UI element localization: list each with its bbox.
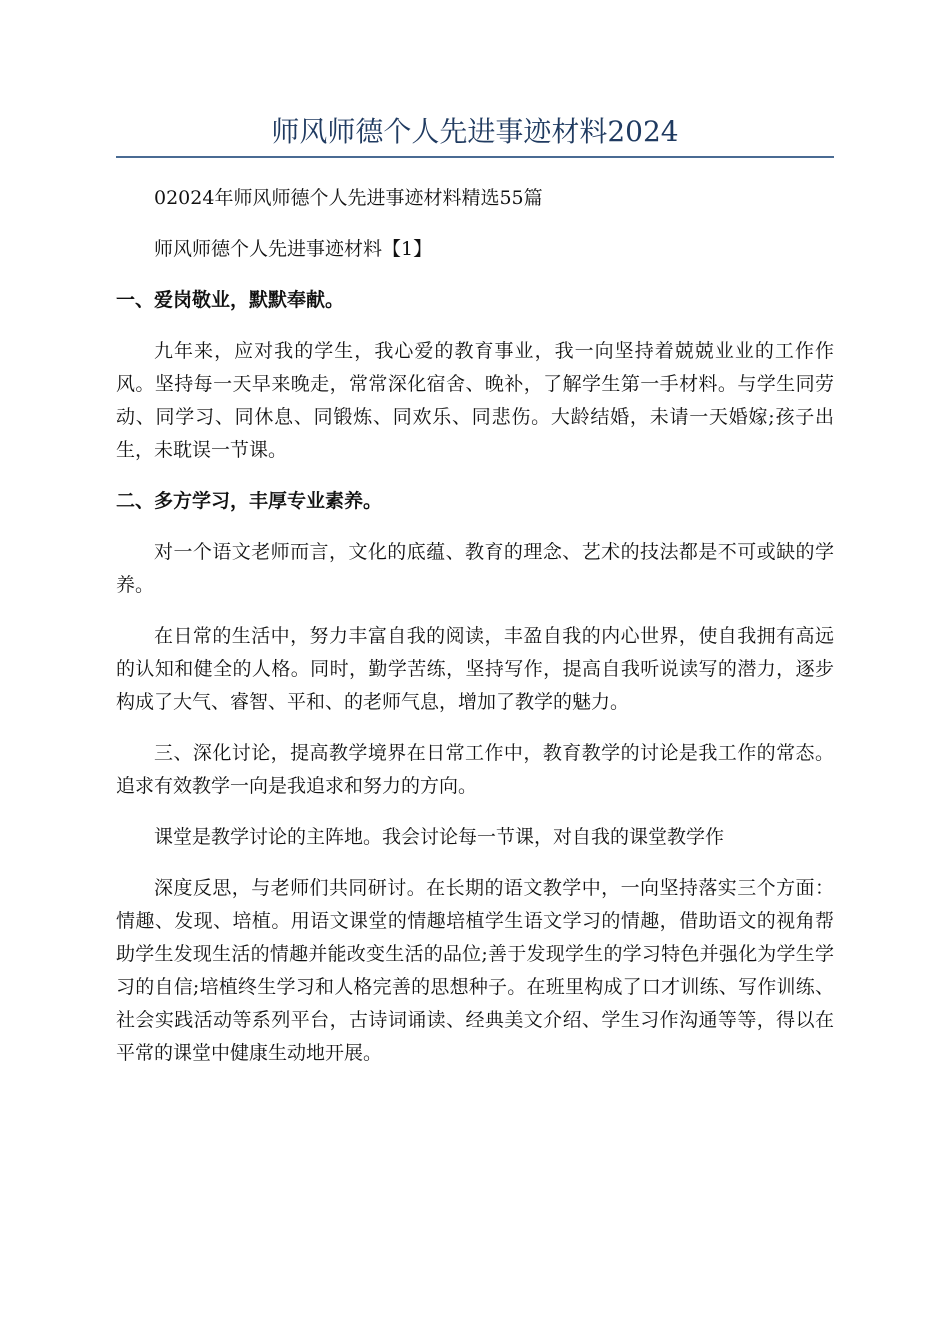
spacer <box>116 158 834 182</box>
paragraph-3: 在日常的生活中，努力丰富自我的阅读，丰盈自我的内心世界，使自我拥有高远的认知和健全的人格。同时，勤学苦练，坚持写作，提高自我听说读写的潜力，逐步构成了大气、睿智、平和、的老师气息，增加了教学的魅力。 <box>116 625 834 713</box>
spacer <box>116 467 834 485</box>
subtitle-line: 02024年师风师德个人先进事迹材料精选55篇 <box>154 187 543 209</box>
paragraph-5: 课堂是教学讨论的主阵地。我会讨论每一节课，对自我的课堂教学作 <box>154 826 725 848</box>
paragraph-6: 深度反思，与老师们共同研讨。在长期的语文教学中，一向坚持落实三个方面：情趣、发现、培植。用语文课堂的情趣培植学生语文学习的情趣，借助语文的视角帮助学生发现生活的情趣并能改变生活的品位;善于发现学生的学习特色并强化为学生学习的自信;培植终生学习和人格完善的思想种子。在班里构成了口才训练、写作训练、社会实践活动等系列平台，古诗词诵读、经典美文介绍、学生习作沟通等等，得以在平常的课堂中健康生动地开展。 <box>116 877 834 1064</box>
paragraph-4: 三、深化讨论，提高教学境界在日常工作中，教育教学的讨论是我工作的常态。追求有效教学一向是我追求和努力的方向。 <box>116 742 834 797</box>
spacer <box>116 719 834 737</box>
spacer <box>116 215 834 233</box>
document-title: 师风师德个人先进事迹材料2024 <box>116 112 834 158</box>
section-heading-1: 一、爱岗敬业，默默奉献。 <box>116 289 345 311</box>
spacer <box>116 518 834 536</box>
spacer <box>116 266 834 284</box>
paragraph-1: 九年来，应对我的学生，我心爱的教育事业，我一向坚持着兢兢业业的工作作风。坚持每一天早来晚走，常常深化宿舍、晚补，了解学生第一手材料。与学生同劳动、同学习、同休息、同锻炼、同欢乐、同悲伤。大龄结婚，未请一天婚嫁;孩子出生，未耽误一节课。 <box>116 340 834 461</box>
section-heading-2: 二、多方学习，丰厚专业素养。 <box>116 490 383 512</box>
spacer <box>116 317 834 335</box>
section-label: 师风师德个人先进事迹材料【1】 <box>154 238 433 260</box>
spacer <box>116 602 834 620</box>
spacer <box>116 803 834 821</box>
paragraph-2: 对一个语文老师而言，文化的底蕴、教育的理念、艺术的技法都是不可或缺的学养。 <box>116 541 834 596</box>
spacer <box>116 854 834 872</box>
